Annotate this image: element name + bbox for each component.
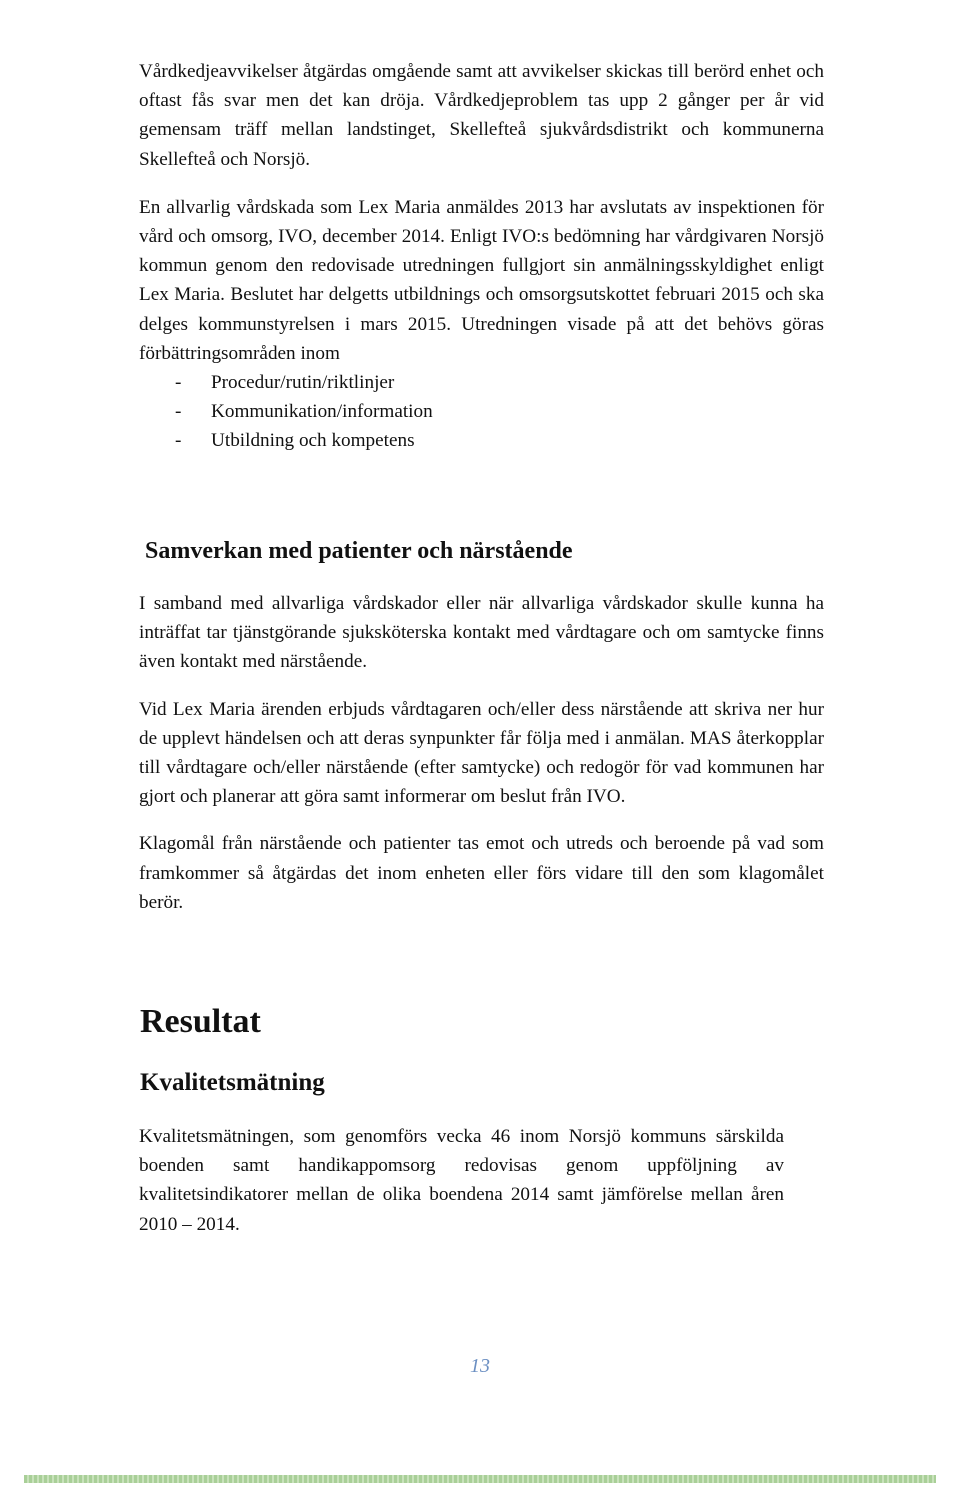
kvalitet-text-block xyxy=(139,1122,784,1239)
footer-decorative-bar xyxy=(24,1475,936,1483)
list-item-text: Utbildning och kompetens xyxy=(211,430,415,452)
list-item xyxy=(139,368,824,397)
dash-bullet: - xyxy=(175,401,182,423)
heading-resultat: Resultat xyxy=(140,1003,261,1040)
dash-bullet: - xyxy=(175,372,182,394)
paragraph-vardkedje: Vårdkedjeavvikelser åtgärdas omgående samt att avvikelser skickas till berörd enhet och oftast fås svar men det kan dröja. Vårdkedjeproblem tas upp 2 gånger per år vid gemensam träff mellan landstinget, Skellefteå sjukvårdsdistrikt och kommunerna Skellefteå och Norsjö. xyxy=(139,61,824,170)
improvement-areas-list xyxy=(139,368,824,456)
top-text-block xyxy=(139,57,824,456)
paragraph-lex-maria: En allvarlig vårdskada som Lex Maria anmäldes 2013 har avslutats av inspektionen för vård och omsorg, IVO, december 2014. Enligt IVO:s bedömning har vårdgivaren Norsjö kommun genom den redovisade utredningen fullgjort sin anmälningsskyldighet enligt Lex Maria. Beslutet har delgetts utbildnings och omsorgsutskottet februari 2015 och ska delges kommunstyrelsen i mars 2015. Utredningen visade på att det behövs göras förbättringsområden inom xyxy=(139,196,824,364)
list-item-text: Kommunikation/information xyxy=(211,401,433,423)
paragraph-kvalitetsmatningen: Kvalitetsmätningen, som genomförs vecka 46 inom Norsjö kommuns särskilda boenden samt handikappomsorg redovisas genom uppföljning av kvalitetsindikatorer mellan de olika boendena 2014 samt jämförelse mellan åren 2010 – 2014. xyxy=(139,1126,784,1235)
list-item-text: Procedur/rutin/riktlinjer xyxy=(211,372,395,394)
dash-bullet: - xyxy=(175,430,182,452)
page-number: 13 xyxy=(470,1355,490,1377)
paragraph-klagomal: Klagomål från närstående och patienter tas emot och utreds och beroende på vad som framkommer så åtgärdas det inom enheten eller förs vidare till den som klagomålet berör. xyxy=(139,833,824,913)
section-heading-samverkan: Samverkan med patienter och närstående xyxy=(145,538,573,564)
samverkan-text-block xyxy=(139,589,824,935)
paragraph-samband: I samband med allvarliga vårdskador eller när allvarliga vårdskador skulle kunna ha inträffat tar tjänstgörande sjuksköterska kontakt med vårdtagare och om samtycke finns även kontakt med närstående. xyxy=(139,593,824,673)
list-item xyxy=(139,397,824,426)
paragraph-lex-maria-arenden: Vid Lex Maria ärenden erbjuds vårdtagaren och/eller dess närstående att skriva ner hur de upplevt händelsen och att deras synpunkter får följa med i anmälan. MAS återkopplar till vårdtagare och/eller närstående (efter samtycke) och redogör för vad kommunen har gjort och planerar att göra samt informerar om beslut från IVO. xyxy=(139,698,824,808)
list-item xyxy=(139,426,824,455)
heading-kvalitetsmatning: Kvalitetsmätning xyxy=(140,1069,325,1096)
